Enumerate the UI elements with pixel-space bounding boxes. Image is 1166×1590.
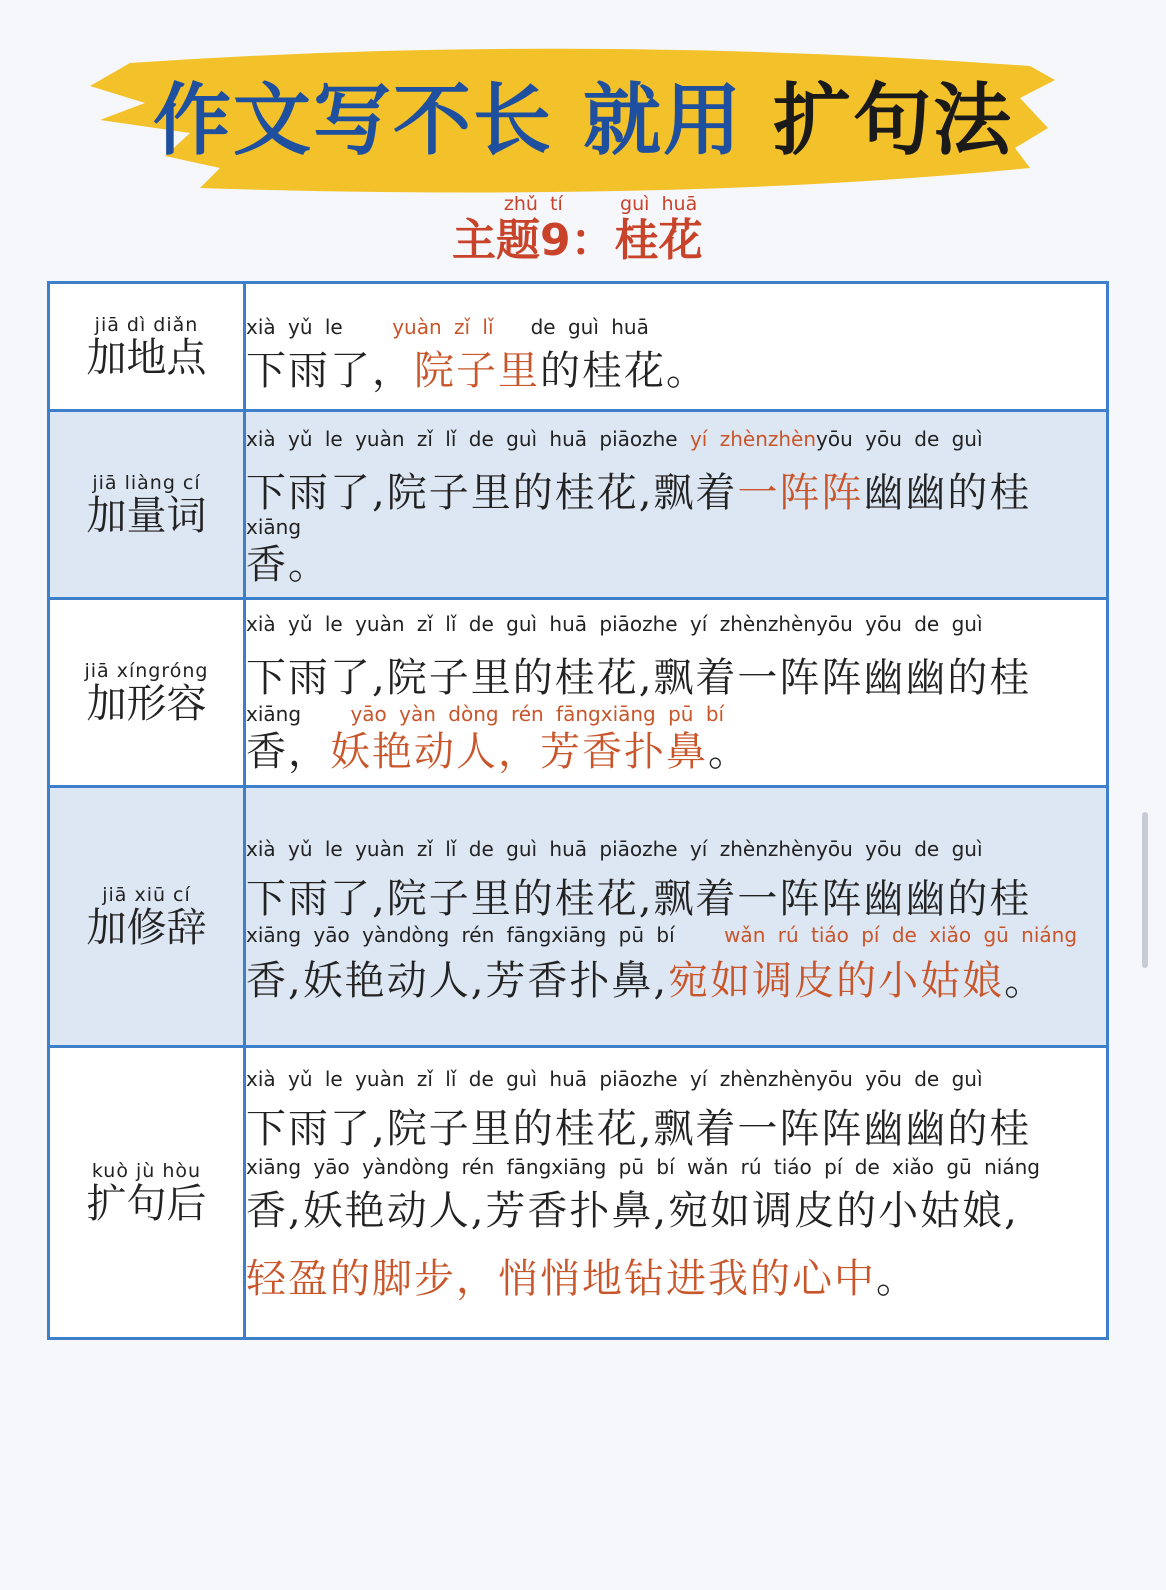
page-title <box>0 58 1166 170</box>
row-label-cell: jiā dì diǎn 加地点 <box>49 283 245 411</box>
row-label-cell: jiā xíngróng 加形容 <box>49 599 245 787</box>
row-content-cell: xià yǔ le yuàn zǐ lǐ de guì huā piāozhe yí zhènzhènyōu yōu de guì 下雨了,院子里的桂花,飘着一阵阵幽幽的桂 xiāng yāo yàndòng rén fāngxiāng pū bí wǎn rú tiáo pí de xiǎo gū niáng 香,妖艳动人,芳香扑鼻,宛如调皮的小姑娘, 轻盈的脚步，悄悄地钻进我的心中。 <box>245 1047 1108 1339</box>
theme-label-pinyin: zhǔ tí <box>503 193 563 215</box>
table-row <box>49 283 1108 411</box>
title-part-1: 作文写不长 <box>152 76 553 166</box>
theme-heading <box>452 192 703 272</box>
row-content-cell: xià yǔ le yuàn zǐ lǐ de guì huā piāozhe yí zhènzhènyōu yōu de guì 下雨了,院子里的桂花,飘着一阵阵幽幽的桂 xiāng yāo yàndòng rén fāngxiāng pū bí wǎn rú tiáo pí de xiǎo gū niáng 香,妖艳动人,芳香扑鼻,宛如调皮的小姑娘。 <box>245 787 1108 1047</box>
row-content-cell: xià yǔ le yuàn zǐ lǐ de guì huā piāozhe yí zhènzhènyōu yōu de guì 下雨了,院子里的桂花,飘着一阵阵幽幽的桂 xiāng 香。 <box>245 411 1108 599</box>
title-part-3: 扩句法 <box>773 76 1014 166</box>
row-label-cell: jiā liàng cí 加量词 <box>49 411 245 599</box>
row-label-cell: kuò jù hòu 扩句后 <box>49 1047 245 1339</box>
title-part-2: 就用 <box>582 76 743 166</box>
theme-topic-pinyin: guì huā <box>620 193 698 215</box>
row-content-cell: xià yǔ le yuàn zǐ lǐ de guì huā 下雨了，院子里的桂花。 <box>245 283 1108 411</box>
table-row <box>49 787 1108 1047</box>
scrollbar[interactable] <box>1142 812 1148 968</box>
row-label-cell: jiā xiū cí 加修辞 <box>49 787 245 1047</box>
row-content-cell: xià yǔ le yuàn zǐ lǐ de guì huā piāozhe yí zhènzhènyōu yōu de guì 下雨了,院子里的桂花,飘着一阵阵幽幽的桂 xiāng yāo yàn dòng rén fāngxiāng pū bí 香，妖艳动人，芳香扑鼻。 <box>245 599 1108 787</box>
table-row <box>49 599 1108 787</box>
table-row <box>49 411 1108 599</box>
expansion-table <box>47 281 1109 1340</box>
table-row <box>49 1047 1108 1339</box>
theme-label: zhǔ tí 主题9： <box>452 193 615 266</box>
theme-topic: guì huā 桂花 <box>614 193 703 266</box>
